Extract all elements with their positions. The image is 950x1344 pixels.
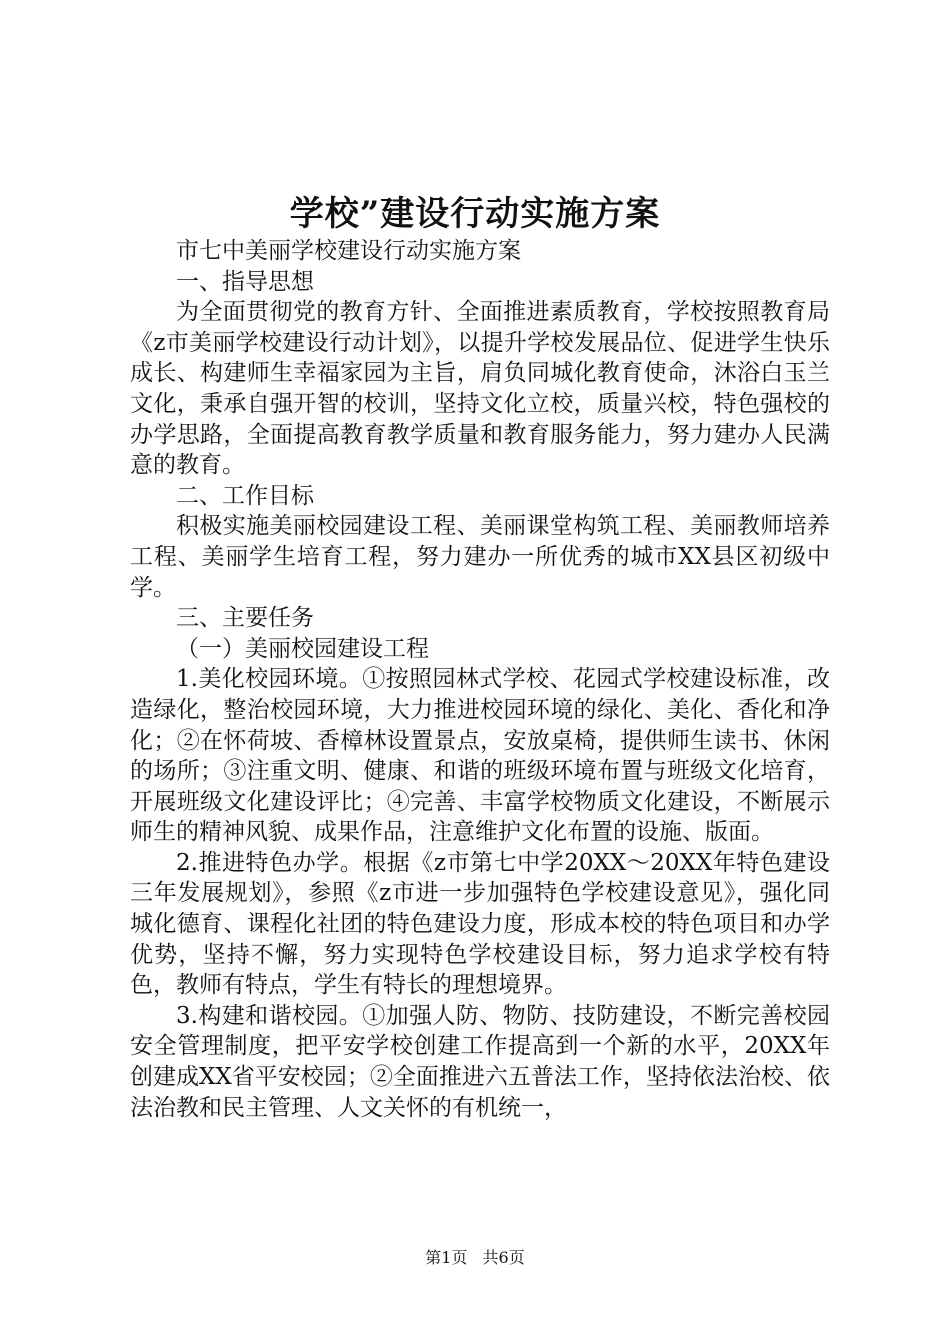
page-number: 第1页 <box>425 1248 468 1267</box>
subheading-campus-project: （一）美丽校园建设工程 <box>176 635 429 662</box>
heading-guiding-ideology: 一、指导思想 <box>176 268 314 295</box>
heading-main-tasks: 三、主要任务 <box>176 605 314 632</box>
paragraph: 1.美化校园环境。①按照园林式学校、花园式学校建设标准，改造绿化，整治校园环境，大力推进校园环境的绿化、美化、香化和净化；②在怀荷坡、香樟林设置景点，安放桌椅，提供师生读书、休闲的场所；③注重文明、健康、和谐的班级环境布置与班级文化培育，开展班级文化建设评比；④完善、丰富学校物质文化建设，不断展示师生的精神风貌、成果作品，注意维护文化布置的设施、版面。 <box>130 666 830 846</box>
paragraph: 积极实施美丽校园建设工程、美丽课堂构筑工程、美丽教师培养工程、美丽学生培育工程，努力建办一所优秀的城市XX县区初级中学。 <box>130 513 830 601</box>
page-total: 共6页 <box>482 1248 525 1267</box>
paragraph-subtitle: 市七中美丽学校建设行动实施方案 <box>176 238 521 264</box>
paragraph: 2.推进特色办学。根据《z市第七中学20XX～20XX年特色建设三年发展规划》，参照《z市进一步加强特色学校建设意见》，强化同城化德育、课程化社团的特色建设力度，形成本校的特色项目和办学优势，坚持不懈，努力实现特色学校建设目标，努力追求学校有特色，教师有特点，学生有特长的理想境界。 <box>130 849 830 999</box>
heading-work-goals: 二、工作目标 <box>176 482 314 509</box>
page-footer <box>0 1245 950 1268</box>
document-body <box>130 236 830 1123</box>
paragraph: 为全面贯彻党的教育方针、全面推进素质教育，学校按照教育局《z市美丽学校建设行动计划》，以提升学校发展品位、促进学生快乐成长、构建师生幸福家园为主旨，肩负同城化教育使命，沐浴白玉兰文化，秉承自强开智的校训，坚持文化立校，质量兴校，特色强校的办学思路，全面提高教育教学质量和教育服务能力，努力建办人民满意的教育。 <box>130 299 830 479</box>
paragraph: 3.构建和谐校园。①加强人防、物防、技防建设，不断完善校园安全管理制度，把平安学校创建工作提高到一个新的水平，20XX年创建成XX省平安校园；②全面推进六五普法工作，坚持依法治校、依法治教和民主管理、人文关怀的有机统一， <box>130 1002 830 1121</box>
document-title: 学校”建设行动实施方案 <box>289 194 661 234</box>
